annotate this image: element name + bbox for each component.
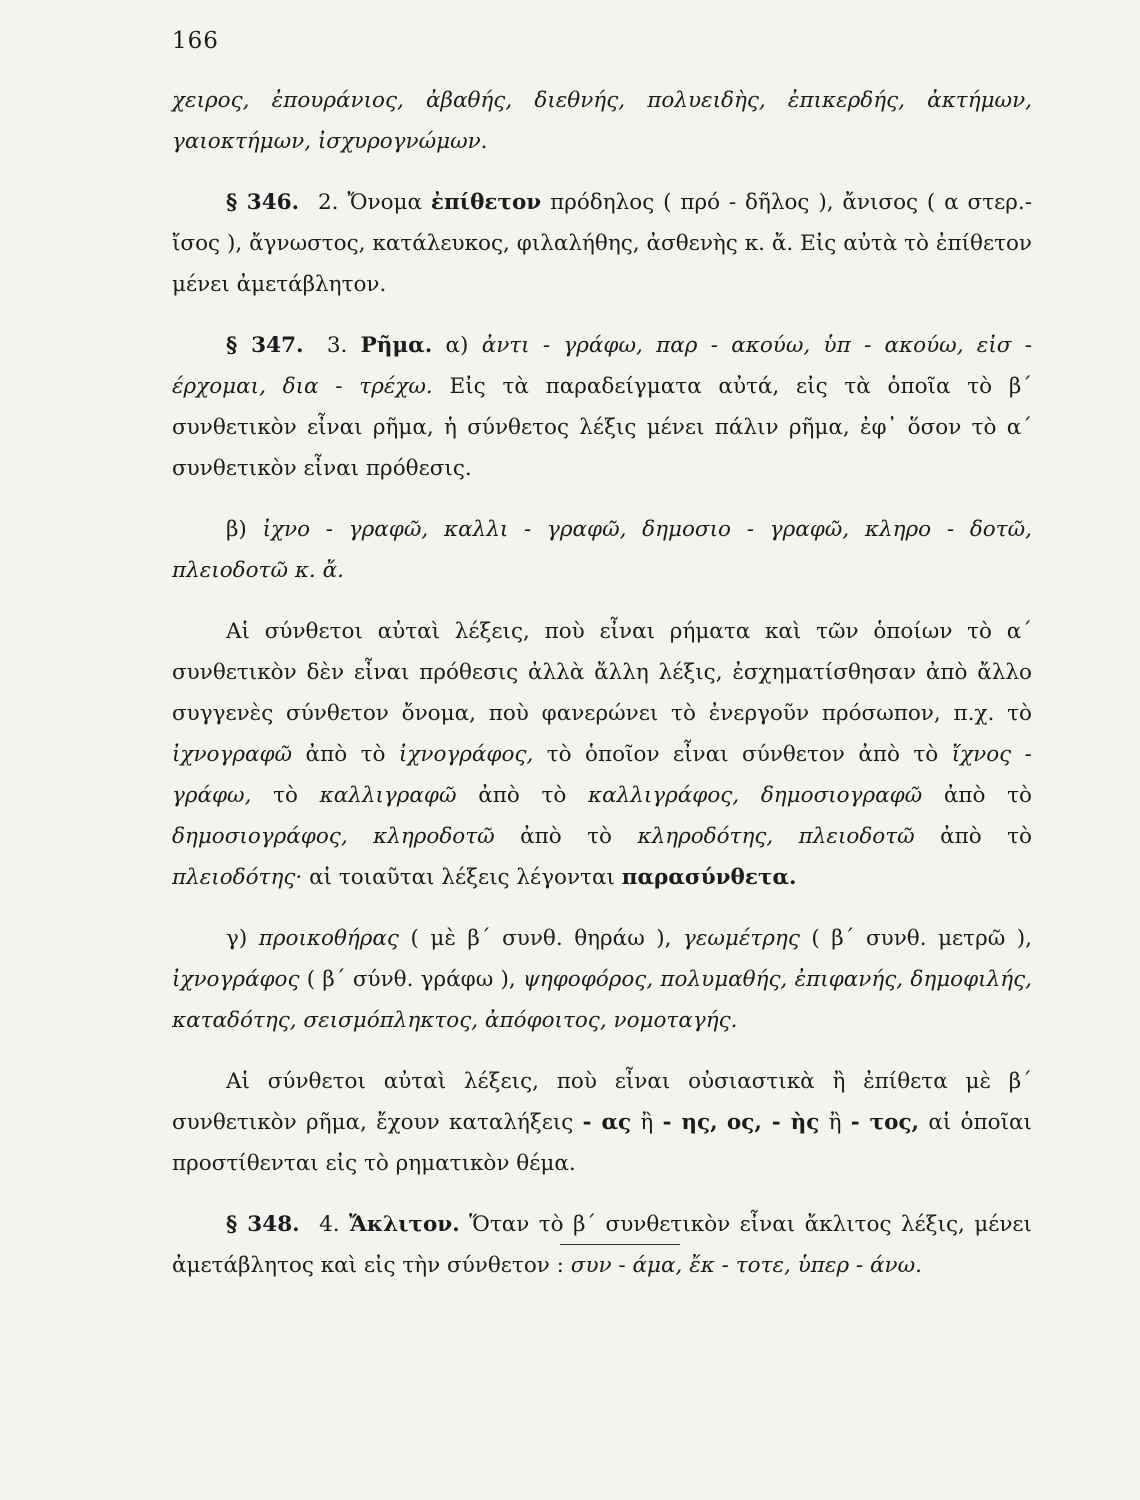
body-text: ἀπὸ τὸ [940,824,1032,849]
paragraph-parasyntheta [172,611,1032,898]
example-words: χειρος, ἐπουράνιος, ἀβαθής, διεθνής, πολυειδὴς, ἐπικερδής, ἀκτήμων, [172,88,1032,113]
list-label: β) [226,517,247,542]
section-text: Εἰς τὰ παραδείγματα αὐτά, εἰς τὰ ὁποῖα τὸ β΄ συνθετικὸν εἶναι ρῆμα, ἡ σύνθετος λέξις μένει πάλιν ρῆμα, ἐφ᾿ ὅσον τὸ α΄ συνθετικὸν εἶναι πρόθεσις. [172,374,1033,481]
body-text: τὸ ὁποῖον εἶναι σύνθετον ἀπὸ τὸ [546,742,939,767]
body-text: ἀπὸ τὸ [520,824,612,849]
example-words: ψηφοφόρος, πολυμαθής, ἐπιφανής, δημοφιλής, καταδότης, σεισμόπληκτος, ἀπόφοιτος, νομοταγής. [172,967,1032,1033]
body-text: ἀπὸ τὸ [305,742,386,767]
example-word: ἰχνογράφος, [398,742,534,767]
page-body [172,80,1032,1286]
section-heading: Ἄκλιτον. [349,1212,460,1237]
item-number: 3. [326,333,348,358]
section-lead: Ὄνομα [347,190,423,215]
example-word: προικοθήρας [258,926,399,951]
body-text: Αἱ σύνθετοι αὐταὶ λέξεις, ποὺ εἶναι οὐσιαστικὰ ἢ ἐπίθετα μὲ β΄ συνθετικὸν ρῆμα, ἔχουν καταλήξεις [172,1069,1032,1135]
example-word: καλλιγράφος, δημοσιογραφῶ [587,783,923,808]
example-word: κληροδότης, πλειοδοτῶ [637,824,915,849]
end-rule [560,1244,680,1245]
section-heading: Ρῆμα. [360,333,433,358]
item-number: 2. [317,190,339,215]
body-text: ( β΄ συνθ. μετρῶ ), [811,926,1032,951]
body-text: ἀπὸ τὸ [943,783,1032,808]
section-number: § 346. [226,190,300,215]
ending: ος, - ὴς [726,1110,820,1135]
example-word: πλειοδότης· [172,865,303,890]
body-text: τὸ [273,783,298,808]
body-text: ( μὲ β΄ συνθ. θηράω ), [410,926,672,951]
section-heading: ἐπίθετον [430,190,542,215]
section-number: § 347. [226,333,304,358]
subsection-gamma [172,918,1032,1041]
body-text: ἀπὸ τὸ [478,783,567,808]
body-text: ( β΄ σύνθ. γράφω ), [306,967,516,992]
section-346 [172,182,1032,305]
example-word: ἰχνογραφῶ [172,742,293,767]
subsection-beta [172,509,1032,591]
example-words: γαιοκτήμων, ἰσχυρογνώμων. [172,129,488,154]
section-text: Ὅταν τὸ β΄ συνθετικὸν εἶναι ἄκλιτος λέξις, μένει ἀμετάβλητος καὶ εἰς τὴν σύνθετον : [172,1212,1032,1278]
body-text: αἱ τοιαῦται λέξεις λέγονται [309,865,615,890]
list-label: γ) [226,926,248,951]
section-text: πρόδηλος ( πρό - δῆλος ), ἄνισος ( α στερ.- ἴσος ), ἄγνωστος, κατάλευκος, φιλαλήθης, ἀσθενὴς κ. ἄ. Εἰς αὐτὰ τὸ ἐπίθετον μένει ἀμετάβλητον. [172,190,1032,297]
example-word: γεωμέτρης [682,926,800,951]
body-text: ἢ [640,1110,654,1135]
body-text: τὸ [1007,701,1032,726]
list-label: α) [445,333,469,358]
ending: - ης, [662,1110,718,1135]
example-word: ἴχνος - γράφω, [172,742,1032,808]
example-word: δημοσιογράφος, κληροδοτῶ [172,824,495,849]
item-number: 4. [319,1212,340,1237]
paragraph-endings [172,1061,1032,1184]
section-number: § 348. [226,1212,300,1237]
body-text: αἱ ὁποῖαι προστίθενται εἰς τὸ ρηματικὸν θέμα. [172,1110,1032,1176]
page-number: 166 [172,28,219,54]
ending: - ας [582,1110,632,1135]
term-parasyntheta: παρασύνθετα. [621,865,797,890]
section-348 [172,1204,1032,1286]
paragraph-continuation [172,80,1032,162]
example-words: συν - άμα, ἔκ - τοτε, ὑπερ - άνω. [570,1253,922,1278]
example-words: ἰχνο - γραφῶ, καλλι - γραφῶ, δημοσιο - γραφῶ, κληρο - δοτῶ, πλειοδοτῶ κ. ἄ. [172,517,1032,583]
body-text: Αἱ σύνθετοι αὐταὶ λέξεις, ποὺ εἶναι ρήματα καὶ τῶν ὁποίων τὸ α΄ συνθετικὸν δὲν εἶναι πρόθεσις ἀλλὰ ἄλλη λέξις, ἐσχηματίσθησαν ἀπὸ ἄλλο συγγενὲς σύνθετον ὄνομα, ποὺ φανερώνει τὸ ἐνεργοῦν πρόσωπον, π.χ. [172,619,1032,726]
ending: - τος, [850,1110,920,1135]
example-words: ἀντι - γράφω, παρ - ακούω, ὑπ - ακούω, εἰσ - έρχομαι, δια - τρέχω. [172,333,1032,399]
example-word: ἰχνογράφος [172,967,300,992]
example-word: καλλιγραφῶ [319,783,457,808]
section-347 [172,325,1032,489]
body-text: ἢ [828,1110,842,1135]
